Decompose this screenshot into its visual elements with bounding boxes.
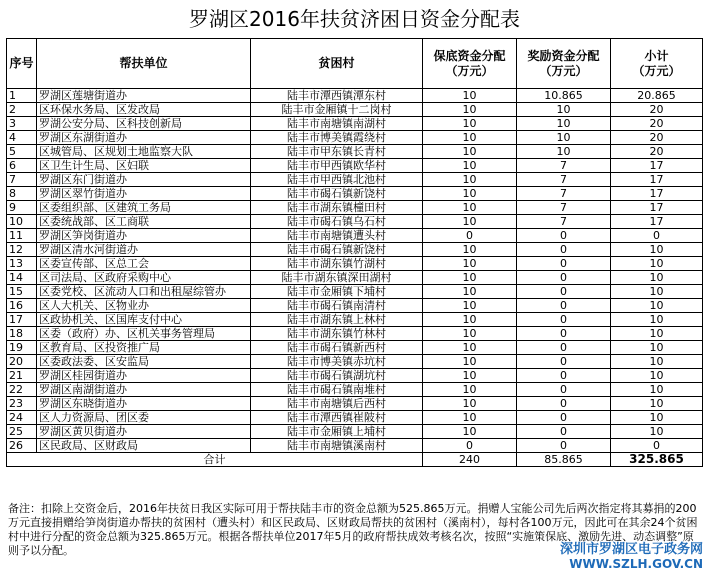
cell-village: 陆丰市碣石镇湖坑村 xyxy=(251,369,423,383)
cell-seq: 1 xyxy=(7,89,37,103)
table-row xyxy=(7,299,703,313)
cell-subtotal: 10 xyxy=(611,341,703,355)
table-row xyxy=(7,341,703,355)
table-row xyxy=(7,313,703,327)
cell-unit: 区委（政府）办、区机关事务管理局 xyxy=(37,327,251,341)
cell-base: 10 xyxy=(423,145,517,159)
cell-seq: 2 xyxy=(7,103,37,117)
cell-base: 10 xyxy=(423,313,517,327)
cell-reward: 7 xyxy=(517,215,611,229)
cell-subtotal: 20 xyxy=(611,145,703,159)
cell-unit: 罗湖区翠竹街道办 xyxy=(37,187,251,201)
cell-unit: 罗湖公安分局、区科技创新局 xyxy=(37,117,251,131)
header-row xyxy=(7,39,703,89)
cell-base: 0 xyxy=(423,229,517,243)
cell-village: 陆丰市碣石镇新饶村 xyxy=(251,187,423,201)
cell-reward: 10.865 xyxy=(517,89,611,103)
table-row xyxy=(7,439,703,453)
cell-reward: 0 xyxy=(517,369,611,383)
table-row xyxy=(7,271,703,285)
cell-reward: 10 xyxy=(517,103,611,117)
cell-seq: 23 xyxy=(7,397,37,411)
cell-subtotal: 10 xyxy=(611,257,703,271)
cell-reward: 0 xyxy=(517,439,611,453)
cell-reward: 7 xyxy=(517,201,611,215)
cell-village: 陆丰市甲西镇欧华村 xyxy=(251,159,423,173)
cell-subtotal: 10 xyxy=(611,369,703,383)
cell-seq: 11 xyxy=(7,229,37,243)
cell-base: 10 xyxy=(423,89,517,103)
cell-unit: 罗湖区桂园街道办 xyxy=(37,369,251,383)
cell-unit: 区委统战部、区工商联 xyxy=(37,215,251,229)
cell-unit: 区城管局、区规划土地监察大队 xyxy=(37,145,251,159)
header-subtotal-line2: （万元） xyxy=(632,63,681,78)
total-label: 合计 xyxy=(7,453,423,467)
cell-seq: 8 xyxy=(7,187,37,201)
table-row xyxy=(7,215,703,229)
cell-subtotal: 10 xyxy=(611,425,703,439)
cell-unit: 区委组织部、区建筑工务局 xyxy=(37,201,251,215)
table-row xyxy=(7,89,703,103)
cell-village: 陆丰市博美镇赤坑村 xyxy=(251,355,423,369)
cell-unit: 罗湖区南湖街道办 xyxy=(37,383,251,397)
cell-reward: 7 xyxy=(517,173,611,187)
table-row xyxy=(7,327,703,341)
cell-reward: 0 xyxy=(517,285,611,299)
cell-subtotal: 20 xyxy=(611,131,703,145)
cell-subtotal: 10 xyxy=(611,327,703,341)
cell-reward: 7 xyxy=(517,187,611,201)
table-row xyxy=(7,173,703,187)
cell-subtotal: 10 xyxy=(611,285,703,299)
cell-subtotal: 20 xyxy=(611,103,703,117)
table-row xyxy=(7,425,703,439)
cell-seq: 9 xyxy=(7,201,37,215)
cell-subtotal: 10 xyxy=(611,397,703,411)
cell-village: 陆丰市碣石镇乌石村 xyxy=(251,215,423,229)
table-row xyxy=(7,131,703,145)
total-base: 240 xyxy=(423,453,517,467)
cell-seq: 20 xyxy=(7,355,37,369)
cell-base: 10 xyxy=(423,201,517,215)
header-subtotal xyxy=(611,39,703,89)
cell-seq: 16 xyxy=(7,299,37,313)
cell-village: 陆丰市碣石镇新西村 xyxy=(251,341,423,355)
page-title: 罗湖区2016年扶贫济困日资金分配表 xyxy=(189,7,520,31)
table-row xyxy=(7,117,703,131)
cell-subtotal: 10 xyxy=(611,411,703,425)
cell-village: 陆丰市湖东镇上林村 xyxy=(251,313,423,327)
cell-reward: 10 xyxy=(517,117,611,131)
cell-reward: 0 xyxy=(517,411,611,425)
cell-reward: 0 xyxy=(517,229,611,243)
table-row xyxy=(7,159,703,173)
table-row xyxy=(7,229,703,243)
cell-seq: 4 xyxy=(7,131,37,145)
cell-base: 0 xyxy=(423,439,517,453)
cell-village: 陆丰市南塘镇南湖村 xyxy=(251,117,423,131)
cell-village: 陆丰市碣石镇南清村 xyxy=(251,299,423,313)
cell-seq: 5 xyxy=(7,145,37,159)
cell-unit: 区人力资源局、团区委 xyxy=(37,411,251,425)
cell-village: 陆丰市南塘镇溪南村 xyxy=(251,439,423,453)
table-row xyxy=(7,383,703,397)
cell-village: 陆丰市湖东镇橦田村 xyxy=(251,201,423,215)
cell-unit: 区委党校、区流动人口和出租屋综管办 xyxy=(37,285,251,299)
cell-base: 10 xyxy=(423,383,517,397)
cell-base: 10 xyxy=(423,397,517,411)
cell-village: 陆丰市博美镇霞绕村 xyxy=(251,131,423,145)
cell-unit: 区司法局、区政府采购中心 xyxy=(37,271,251,285)
cell-base: 10 xyxy=(423,369,517,383)
cell-reward: 0 xyxy=(517,299,611,313)
total-subtotal: 325.865 xyxy=(611,453,703,467)
cell-village: 陆丰市南塘镇后西村 xyxy=(251,397,423,411)
cell-seq: 17 xyxy=(7,313,37,327)
cell-subtotal: 0 xyxy=(611,229,703,243)
cell-base: 10 xyxy=(423,271,517,285)
cell-village: 陆丰市湖东镇深田湖村 xyxy=(251,271,423,285)
cell-reward: 0 xyxy=(517,425,611,439)
cell-seq: 15 xyxy=(7,285,37,299)
cell-village: 陆丰市南塘镇遭头村 xyxy=(251,229,423,243)
cell-base: 10 xyxy=(423,341,517,355)
cell-base: 10 xyxy=(423,299,517,313)
cell-base: 10 xyxy=(423,411,517,425)
header-seq: 序号 xyxy=(7,39,37,89)
watermark-url: WWW.SZLH.GOV.CN xyxy=(569,557,703,571)
table-row xyxy=(7,145,703,159)
cell-subtotal: 10 xyxy=(611,313,703,327)
cell-subtotal: 17 xyxy=(611,173,703,187)
allocation-table xyxy=(6,38,703,467)
cell-unit: 区政协机关、区国库支付中心 xyxy=(37,313,251,327)
cell-subtotal: 10 xyxy=(611,355,703,369)
cell-village: 陆丰市潭西镇潭东村 xyxy=(251,89,423,103)
cell-base: 10 xyxy=(423,215,517,229)
cell-subtotal: 10 xyxy=(611,243,703,257)
watermark-site-name: 深圳市罗湖区电子政务网 xyxy=(559,542,703,557)
cell-village: 陆丰市潭西镇崔陂村 xyxy=(251,411,423,425)
cell-unit: 区委宣传部、区总工会 xyxy=(37,257,251,271)
cell-reward: 0 xyxy=(517,257,611,271)
cell-reward: 10 xyxy=(517,145,611,159)
cell-seq: 10 xyxy=(7,215,37,229)
cell-reward: 10 xyxy=(517,131,611,145)
cell-base: 10 xyxy=(423,257,517,271)
table-row xyxy=(7,285,703,299)
cell-reward: 0 xyxy=(517,327,611,341)
cell-village: 陆丰市金厢镇十二岗村 xyxy=(251,103,423,117)
cell-base: 10 xyxy=(423,243,517,257)
cell-unit: 罗湖区清水河街道办 xyxy=(37,243,251,257)
table-row xyxy=(7,257,703,271)
footnote: 备注：扣除上交资金后，2016年扶贫日我区实际可用于帮扶陆丰市的资金总额为525.865万元。捐赠人宝能公司先后两次指定将其募捐的200万元直接捐赠给笋岗街道办帮扶的贫困村（遭头村）和区民政局、区财政局帮扶的贫困村（溪南村），每村各100万元，因此可在其余24个贫困村中进行分配的资金总额为325.865万元。根据各帮扶单位2017年5月的政府帮扶成效考核名次，按照“实施策保底、激励先进、动态调整”原则予以分配。 xyxy=(8,502,698,557)
cell-base: 10 xyxy=(423,187,517,201)
header-reward xyxy=(517,39,611,89)
table-row xyxy=(7,187,703,201)
cell-reward: 7 xyxy=(517,159,611,173)
cell-seq: 6 xyxy=(7,159,37,173)
header-reward-line2: （万元） xyxy=(539,63,588,78)
cell-seq: 7 xyxy=(7,173,37,187)
cell-seq: 14 xyxy=(7,271,37,285)
cell-village: 陆丰市碣石镇新饶村 xyxy=(251,243,423,257)
cell-seq: 18 xyxy=(7,327,37,341)
cell-subtotal: 17 xyxy=(611,159,703,173)
cell-reward: 0 xyxy=(517,271,611,285)
cell-base: 10 xyxy=(423,173,517,187)
cell-reward: 0 xyxy=(517,243,611,257)
header-village: 贫困村 xyxy=(251,39,423,89)
table-row xyxy=(7,355,703,369)
header-unit: 帮扶单位 xyxy=(37,39,251,89)
cell-seq: 3 xyxy=(7,117,37,131)
cell-seq: 19 xyxy=(7,341,37,355)
cell-base: 10 xyxy=(423,159,517,173)
cell-village: 陆丰市湖东镇竹湖村 xyxy=(251,257,423,271)
cell-unit: 罗湖区东湖街道办 xyxy=(37,131,251,145)
cell-unit: 区卫生计生局、区妇联 xyxy=(37,159,251,173)
cell-unit: 罗湖区东门街道办 xyxy=(37,173,251,187)
total-row xyxy=(7,453,703,467)
cell-base: 10 xyxy=(423,117,517,131)
cell-base: 10 xyxy=(423,425,517,439)
header-base xyxy=(423,39,517,89)
total-reward: 85.865 xyxy=(517,453,611,467)
cell-subtotal: 20.865 xyxy=(611,89,703,103)
cell-village: 陆丰市金厢镇上埔村 xyxy=(251,425,423,439)
cell-subtotal: 17 xyxy=(611,187,703,201)
cell-unit: 罗湖区笋岗街道办 xyxy=(37,229,251,243)
table-row xyxy=(7,411,703,425)
header-subtotal-line1: 小计 xyxy=(644,48,669,63)
cell-unit: 罗湖区莲塘街道办 xyxy=(37,89,251,103)
cell-village: 陆丰市湖东镇竹林村 xyxy=(251,327,423,341)
cell-subtotal: 10 xyxy=(611,383,703,397)
cell-seq: 21 xyxy=(7,369,37,383)
header-base-line1: 保底资金分配 xyxy=(433,48,506,63)
cell-unit: 区教育局、区投资推广局 xyxy=(37,341,251,355)
cell-reward: 0 xyxy=(517,355,611,369)
header-reward-line1: 奖励资金分配 xyxy=(527,48,600,63)
cell-village: 陆丰市甲西镇北池村 xyxy=(251,173,423,187)
cell-subtotal: 17 xyxy=(611,201,703,215)
cell-reward: 0 xyxy=(517,397,611,411)
cell-subtotal: 0 xyxy=(611,439,703,453)
cell-subtotal: 17 xyxy=(611,215,703,229)
cell-unit: 区人大机关、区物业办 xyxy=(37,299,251,313)
watermark xyxy=(560,538,703,571)
cell-village: 陆丰市碣石镇南堆村 xyxy=(251,383,423,397)
cell-unit: 区民政局、区财政局 xyxy=(37,439,251,453)
cell-unit: 区环保水务局、区发改局 xyxy=(37,103,251,117)
table-body xyxy=(7,89,703,453)
cell-seq: 26 xyxy=(7,439,37,453)
cell-subtotal: 10 xyxy=(611,271,703,285)
cell-subtotal: 10 xyxy=(611,299,703,313)
cell-seq: 25 xyxy=(7,425,37,439)
cell-base: 10 xyxy=(423,327,517,341)
cell-base: 10 xyxy=(423,103,517,117)
cell-village: 陆丰市甲东镇长青村 xyxy=(251,145,423,159)
cell-village: 陆丰市金厢镇下埔村 xyxy=(251,285,423,299)
cell-seq: 13 xyxy=(7,257,37,271)
cell-unit: 区委政法委、区安监局 xyxy=(37,355,251,369)
cell-reward: 0 xyxy=(517,383,611,397)
cell-seq: 24 xyxy=(7,411,37,425)
header-base-line2: （万元） xyxy=(445,63,494,78)
cell-reward: 0 xyxy=(517,341,611,355)
table-row xyxy=(7,103,703,117)
cell-reward: 0 xyxy=(517,313,611,327)
cell-seq: 12 xyxy=(7,243,37,257)
table-row xyxy=(7,243,703,257)
cell-base: 10 xyxy=(423,131,517,145)
table-row xyxy=(7,201,703,215)
table-row xyxy=(7,369,703,383)
cell-base: 10 xyxy=(423,285,517,299)
cell-unit: 罗湖区东晓街道办 xyxy=(37,397,251,411)
cell-subtotal: 20 xyxy=(611,117,703,131)
cell-base: 10 xyxy=(423,355,517,369)
cell-unit: 罗湖区黄贝街道办 xyxy=(37,425,251,439)
table-row xyxy=(7,397,703,411)
cell-seq: 22 xyxy=(7,383,37,397)
